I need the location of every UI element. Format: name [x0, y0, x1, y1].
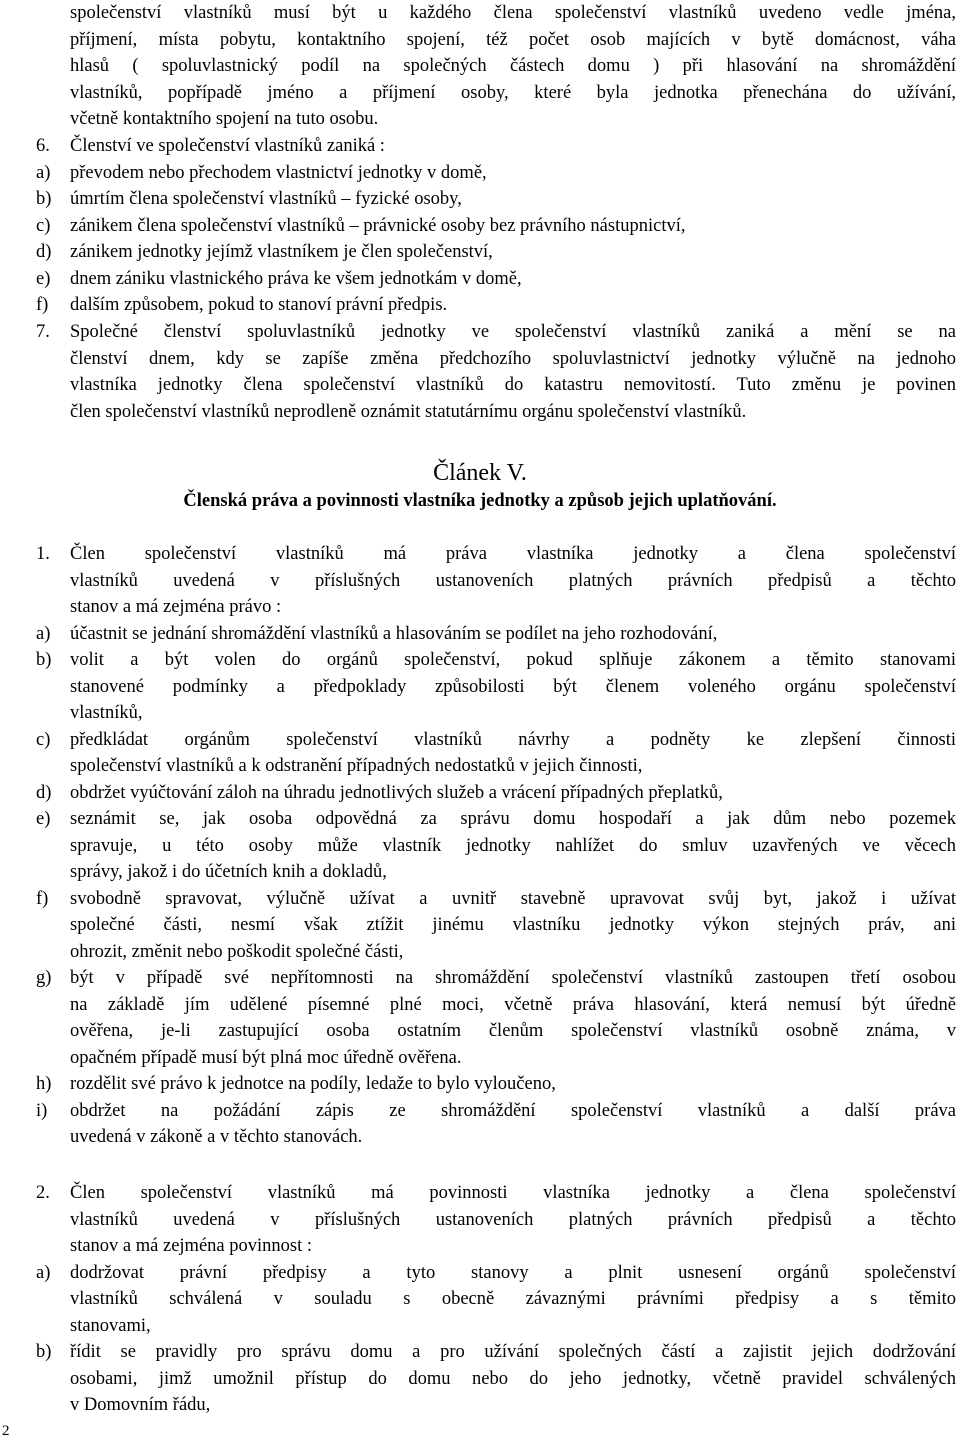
item-line: volit a být volen do orgánů společenství, pokud splňuje zákonem a těmito stanovami [70, 650, 956, 670]
item-label: d) [36, 242, 52, 262]
item-label: b) [36, 1342, 52, 1362]
item-line: dodržovat právní předpisy a tyto stanovy a plnit usnesení orgánů společenství [70, 1262, 956, 1283]
item-line: rozdělit své právo k jednotce na podíly, ledaže to bylo vyloučeno, [70, 1074, 556, 1094]
item-line: obdržet vyúčtování záloh na úhradu jednotlivých služeb a vrácení případných přeplatků, [70, 782, 723, 803]
item-label: b) [36, 650, 52, 670]
item-label: g) [36, 968, 52, 988]
item-line: ohrozit, změnit nebo poškodit společné části, [70, 941, 404, 962]
item-label: e) [36, 809, 51, 829]
paragraph-lead: Členství ve společenství vlastníků zaniká : [70, 136, 385, 156]
item-line: na základě jím udělené písemné plné moci, včetně práva hlasování, která nemusí být úředně [70, 994, 956, 1015]
item-line: společenství vlastníků a k odstranění případných nedostatků v jejich činnosti, [70, 756, 643, 776]
article-title: Článek V. [433, 460, 527, 486]
item-line: svobodně spravovat, výlučně užívat a uvnitř stavebně upravovat svůj byt, jakož i užívat [70, 888, 956, 909]
item-line: vlastníků, [70, 703, 143, 723]
paragraph-6 [36, 133, 958, 319]
item-text: převodem nebo přechodem vlastnictví jednotky v domě, [70, 162, 487, 183]
paragraph-line: člen společenství vlastníků neprodleně oznámit statutárnímu orgánu společenství vlastníků. [70, 401, 747, 422]
item-text: dnem zániku vlastnického práva ke všem jednotkám v domě, [70, 268, 522, 289]
section-line: stanov a má zejména právo : [70, 597, 282, 617]
page-number: 2 [2, 1423, 10, 1439]
item-label: c) [36, 215, 51, 236]
item-line: účastnit se jednání shromáždění vlastníků a hlasováním se podílet na jeho rozhodování, [70, 623, 718, 644]
item-label: d) [36, 782, 52, 803]
item-text: zánikem jednotky jejímž vlastníkem je člen společenství, [70, 242, 493, 262]
item-line: společné části, nesmí však ztížit jinému vlastníku jednotky výkon stejných práv, ani [70, 915, 956, 935]
paragraph-line: členství dnem, kdy se zapíše změna předchozího spoluvlastnictví jednotky výlučně na jednoho [70, 348, 956, 369]
item-line: uvedená v zákoně a v těchto stanovách. [70, 1127, 363, 1147]
paragraph-number: 6. [36, 136, 50, 156]
section-number: 2. [36, 1183, 50, 1203]
section-line: stanov a má zejména povinnost : [70, 1236, 312, 1256]
item-line: v Domovním řádu, [70, 1395, 211, 1415]
item-label: a) [36, 162, 51, 183]
item-text: dalším způsobem, pokud to stanoví právní předpis. [70, 295, 448, 315]
item-line: stanovami, [70, 1315, 151, 1336]
intro-line: vlastníků, popřípadě jméno a příjmení osoby, které byla jednotka přenechána do užívání, [70, 82, 956, 103]
item-line: vlastníků schválená v souladu s obecně závaznými právními předpisy a s těmito [70, 1289, 956, 1309]
item-line: stanovené podmínky a předpoklady způsobilosti být členem voleného orgánu společenství [70, 676, 956, 697]
item-line: řídit se pravidly pro správu domu a pro užívání společných částí a zajistit jejich dodržování [70, 1342, 956, 1362]
item-text: úmrtím člena společenství vlastníků – fyzické osoby, [70, 189, 462, 209]
intro-line: příjmení, místa pobytu, kontaktního spojení, též počet osob majících v bytě domácnost, váha [70, 29, 956, 50]
article-subtitle: Členská práva a povinnosti vlastníka jednotky a způsob jejich uplatňování. [183, 491, 777, 511]
item-label: f) [36, 295, 49, 315]
intro-line: společenství vlastníků musí být u každého člena společenství vlastníků uvedeno vedle jména, [70, 3, 956, 23]
item-line: obdržet na požádání zápis ze shromáždění společenství vlastníků a další práva [70, 1100, 956, 1121]
item-line: předkládat orgánům společenství vlastníků návrhy a podněty ke zlepšení činnosti [70, 729, 956, 750]
item-label: c) [36, 729, 51, 750]
item-line: osobami, jimž umožnil přístup do domu nebo do jeho jednotky, včetně pravidel schválených [70, 1368, 956, 1389]
section-line: vlastníků uvedená v příslušných ustanoveních platných právních předpisů a těchto [70, 1209, 956, 1230]
item-line: opačném případě musí být plná moc úředně ověřena. [70, 1047, 462, 1068]
section-line: Člen společenství vlastníků má práva vlastníka jednotky a člena společenství [70, 544, 956, 564]
paragraph-line: Společné členství spoluvlastníků jednotky ve společenství vlastníků zaniká a mění se na [70, 322, 956, 342]
intro-line: hlasů ( spoluvlastnický podíl na společných částech domu ) při hlasování na shromáždění [70, 56, 956, 76]
item-label: b) [36, 189, 52, 209]
item-label: a) [36, 1262, 51, 1283]
item-line: seznámit se, jak osoba odpovědná za správu domu hospodaří a jak dům nebo pozemek [70, 809, 956, 829]
item-label: h) [36, 1074, 52, 1094]
item-line: být v případě své nepřítomnosti na shromáždění společenství vlastníků zastoupen třetí osobou [70, 968, 956, 988]
section-number: 1. [36, 544, 50, 564]
item-line: ověřena, je-li zastupující osoba ostatním členům společenství vlastníků osobně známa, v [70, 1021, 956, 1041]
paragraph-number: 7. [36, 322, 50, 342]
section-line: Člen společenství vlastníků má povinnosti vlastníka jednotky a člena společenství [70, 1183, 956, 1203]
item-text: zánikem člena společenství vlastníků – právnické osoby bez právního nástupnictví, [70, 215, 686, 236]
item-label: f) [36, 888, 49, 909]
item-label: i) [36, 1100, 48, 1121]
paragraph-line: vlastníka jednotky člena společenství vlastníků do katastru nemovitostí. Tuto změnu je povinen [70, 375, 956, 395]
item-line: spravuje, u této osoby může vlastník jednotky nahlížet do smluv uzavřených ve věcech [70, 835, 956, 856]
intro-paragraph [36, 0, 958, 133]
section-line: vlastníků uvedená v příslušných ustanoveních platných právních předpisů a těchto [70, 570, 956, 591]
paragraph-7 [36, 319, 958, 425]
item-label: a) [36, 623, 51, 644]
intro-line: včetně kontaktního spojení na tuto osobu. [70, 109, 379, 129]
item-line: správy, jakož i do účetních knih a dokladů, [70, 862, 387, 882]
section-1 [36, 541, 958, 1151]
section-2 [36, 1180, 958, 1419]
item-label: e) [36, 268, 51, 289]
